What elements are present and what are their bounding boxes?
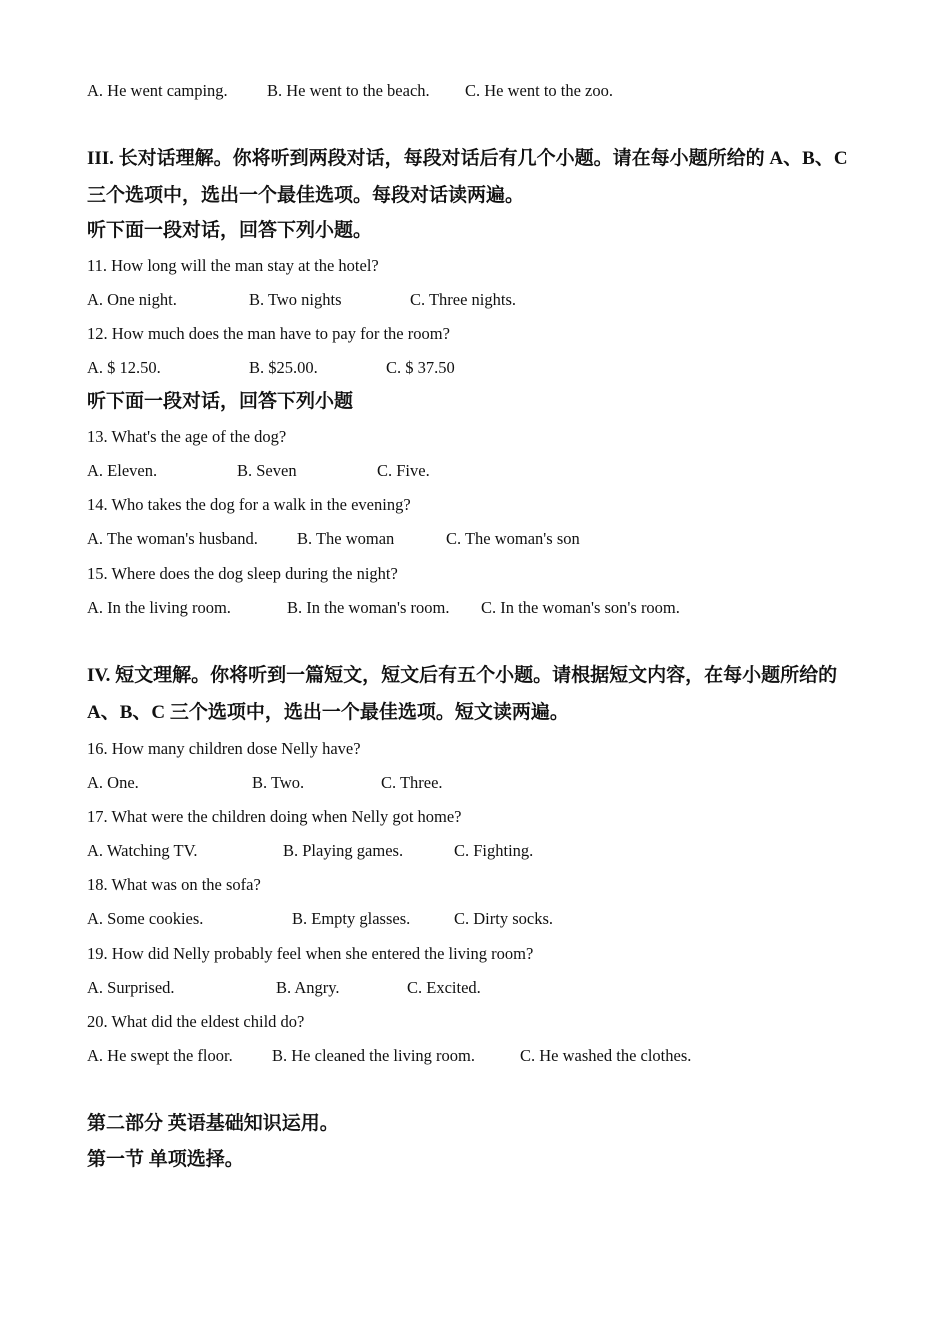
q18-option-c: C. Dirty socks. [454,909,553,928]
q14-question: 14. Who takes the dog for a walk in the evening? [87,495,411,514]
q18-option-a: A. Some cookies. [87,909,204,928]
q17-option-a: A. Watching TV. [87,841,198,860]
q14-option-b: B. The woman [297,529,395,548]
q13-option-c: C. Five. [377,461,430,480]
q11-question: 11. How long will the man stay at the hotel? [87,256,379,275]
q14-option-a: A. The woman's husband. [87,529,258,548]
dialog1-intro: 听下面一段对话，回答下列小题。 [87,220,373,241]
q15-option-a: A. In the living room. [87,598,231,617]
q18-question: 18. What was on the sofa? [87,875,261,894]
part2-title: 第二部分 英语基础知识运用。 [87,1113,339,1134]
q20-question: 20. What did the eldest child do? [87,1012,305,1031]
dialog2-intro: 听下面一段对话，回答下列小题 [87,391,354,412]
q15-option-b: B. In the woman's room. [287,598,450,617]
q11-option-a: A. One night. [87,290,177,309]
q11-option-c: C. Three nights. [410,290,517,309]
q14-option-c: C. The woman's son [446,529,580,548]
part2-section1-title: 第一节 单项选择。 [87,1149,244,1170]
q16-question: 16. How many children dose Nelly have? [87,739,361,758]
q15-option-c: C. In the woman's son's room. [481,598,680,617]
q19-option-a: A. Surprised. [87,978,175,997]
q11-option-b: B. Two nights [249,290,342,309]
q19-option-c: C. Excited. [407,978,481,997]
q13-question: 13. What's the age of the dog? [87,427,287,446]
q20-option-a: A. He swept the floor. [87,1046,233,1065]
q16-option-c: C. Three. [381,773,443,792]
q10-option-b: B. He went to the beach. [267,81,430,100]
q10-option-a: A. He went camping. [87,81,228,100]
q17-option-c: C. Fighting. [454,841,534,860]
section3-heading-line1: III. 长对话理解。你将听到两段对话，每段对话后有几个小题。请在每小题所给的 A、B、C [87,148,848,169]
q19-option-b: B. Angry. [276,978,340,997]
q13-option-b: B. Seven [237,461,297,480]
q15-question: 15. Where does the dog sleep during the night? [87,564,398,583]
q12-option-c: C. $ 37.50 [386,358,455,377]
q18-option-b: B. Empty glasses. [292,909,411,928]
section3-heading-line2: 三个选项中，选出一个最佳选项。每段对话读两遍。 [87,185,525,206]
q13-option-a: A. Eleven. [87,461,158,480]
q12-option-b: B. $25.00. [249,358,318,377]
section4-heading-line1: IV. 短文理解。你将听到一篇短文，短文后有五个小题。请根据短文内容，在每小题所给的 [87,665,838,686]
q16-option-b: B. Two. [252,773,305,792]
q17-question: 17. What were the children doing when Nelly got home? [87,807,462,826]
q12-option-a: A. $ 12.50. [87,358,161,377]
section4-heading-line2: A、B、C 三个选项中，选出一个最佳选项。短文读两遍。 [87,702,569,723]
q20-option-c: C. He washed the clothes. [520,1046,692,1065]
q17-option-b: B. Playing games. [283,841,404,860]
q16-option-a: A. One. [87,773,139,792]
q10-option-c: C. He went to the zoo. [465,81,614,100]
q12-question: 12. How much does the man have to pay for the room? [87,324,450,343]
q19-question: 19. How did Nelly probably feel when she entered the living room? [87,944,534,963]
q20-option-b: B. He cleaned the living room. [272,1046,475,1065]
